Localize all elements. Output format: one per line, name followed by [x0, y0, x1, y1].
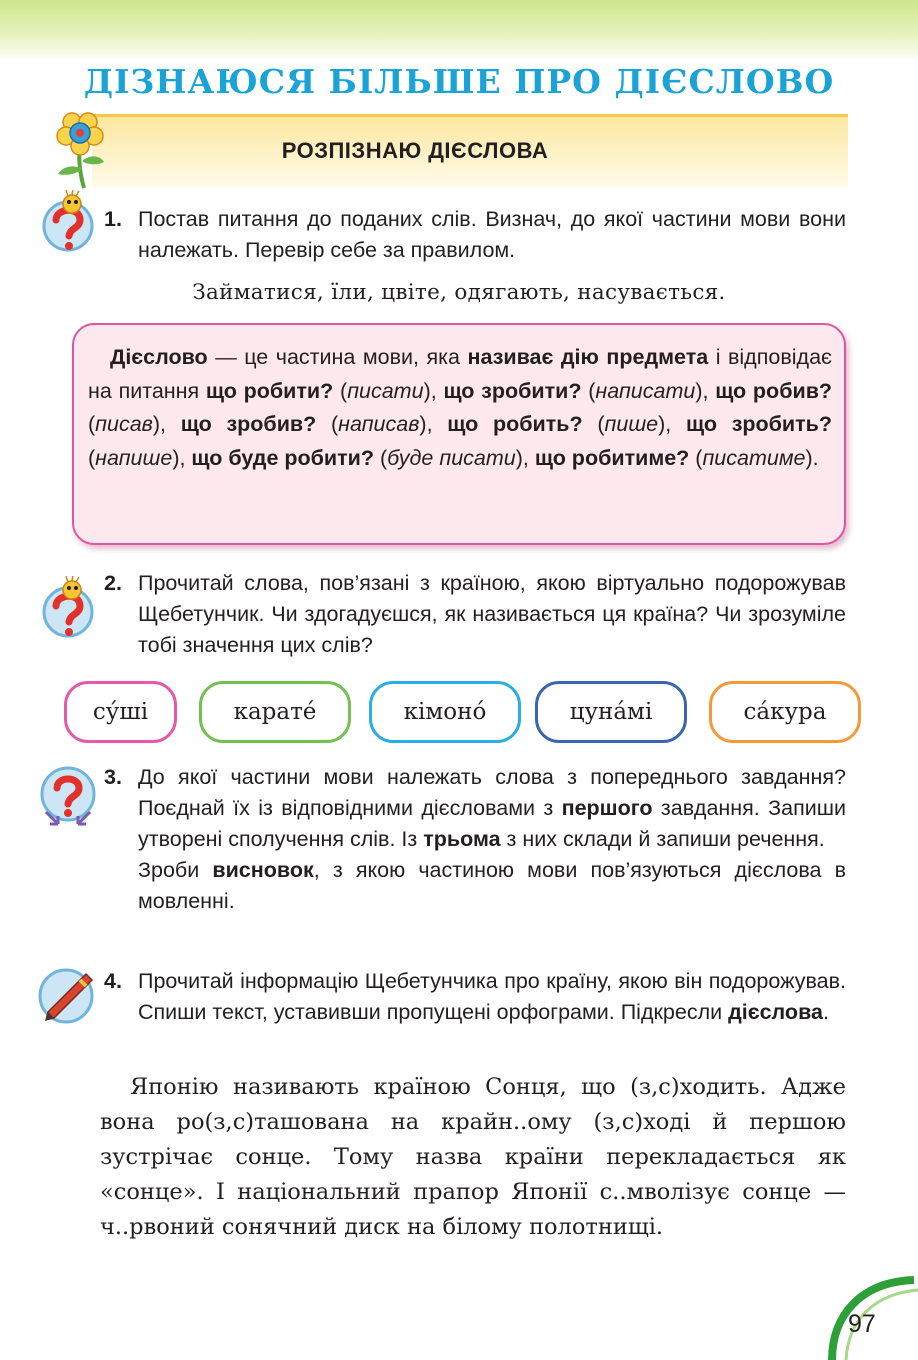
task-number: 2. [104, 571, 122, 595]
question-character-icon [38, 576, 98, 640]
rule-fragment: писати [347, 378, 424, 403]
rule-fragment: написати [595, 378, 696, 403]
rule-fragment: ), [172, 445, 192, 470]
rule-fragment: ), [419, 412, 448, 436]
word-chip: су́ші [64, 681, 177, 743]
rule-fragment: ), [658, 412, 686, 436]
rule-fragment: що робити? [205, 378, 334, 403]
rule-fragment: ( [581, 378, 596, 403]
task-text: До якої частини мови належать слова з попереднього завдання? Поєднай їх із відповідними дієсловами з першого завдання. Запиши утворені сполучення слів. Із трьома з них склади й запиши речення. Зроби висновок, з якою частиною мови пов’язуються дієслова в мовленні. [138, 765, 847, 913]
rule-fragment: ( [88, 412, 96, 436]
word-chip: кімоно́ [369, 681, 521, 743]
task-number: 3. [104, 765, 122, 789]
page-number: 97 [848, 1310, 876, 1338]
rule-fragment: пише [604, 412, 659, 436]
rule-fragment: що зробити? [443, 378, 582, 403]
rule-fragment: писатиме [702, 445, 806, 470]
word-chip: са́кура [709, 681, 861, 743]
rule-fragment: і відповідає на питання [88, 345, 832, 403]
rule-fragment: ( [88, 445, 96, 470]
task-text: Постав питання до поданих слів. Визнач, до якої частини мови вони належать. Перевір себе за правилом. [138, 207, 846, 262]
flower-icon [50, 108, 108, 190]
rule-fragment: Дієслово [110, 345, 208, 369]
question-character-icon [38, 190, 98, 254]
rule-fragment: ( [582, 412, 605, 436]
rule-fragment: ( [316, 412, 339, 436]
pen-icon [36, 964, 96, 1028]
rule-fragment: ( [374, 445, 388, 470]
question-arrows-icon [38, 764, 98, 828]
task-text: Прочитай інформацію Щебетунчика про країну, якою він подорожував. Спиши текст, уставивши пропущені орфограми. Підкресли дієслова. [138, 969, 846, 1024]
reading-text: Японію називають країною Сонця, що (з,с)ходить. Адже вона ро(з,с)ташована на крайн..ому (з,с)ході й першою зустрічає сонце. Тому назва країни перекладається як «сонце». І національний прапор Японії с..мволізує сонце — ч..рвоний сонячний диск на білому полотнищі. [100, 1074, 846, 1240]
rule-fragment: що робив? [715, 378, 833, 403]
rule-fragment: що зробив? [180, 412, 317, 436]
rule-fragment: ), [515, 445, 535, 470]
rule-fragment: називає дію предмета [467, 345, 709, 369]
rule-fragment: що робитиме? [534, 445, 690, 470]
rule-fragment: що буде робити? [191, 445, 375, 470]
word-chip: карате́ [199, 681, 351, 743]
page-title: ДІЗНАЮСЯ БІЛЬШЕ ПРО ДІЄСЛОВО [83, 62, 835, 101]
task-number: 4. [104, 969, 122, 993]
rule-fragment: напише [95, 445, 173, 470]
rule-fragment: ). [805, 445, 819, 470]
top-band [0, 0, 918, 62]
rule-box [72, 323, 846, 545]
task-1-words: Займатися, їли, цвіте, одягають, насувається. [192, 280, 726, 305]
rule-fragment: писав [95, 412, 153, 436]
rule-fragment: — це частина мови, яка [207, 345, 468, 369]
rule-fragment: буде писати [387, 445, 516, 470]
task-1 [104, 204, 846, 266]
word-chip: цуна́мі [535, 681, 687, 743]
rule-fragment: написав [338, 412, 420, 436]
rule-text [88, 341, 832, 475]
task-number: 1. [104, 207, 122, 231]
rule-fragment: що робить? [447, 412, 583, 436]
rule-fragment: ), [152, 412, 181, 436]
section-title: РОЗПІЗНАЮ ДІЄСЛОВА [281, 138, 549, 163]
rule-fragment: ), [695, 378, 716, 403]
rule-fragment: ( [689, 445, 703, 470]
task-3 [104, 762, 846, 917]
rule-fragment: що зробить? [685, 412, 833, 436]
task-2 [104, 568, 846, 661]
task-4 [104, 966, 846, 1028]
task-text: Прочитай слова, пов’язані з країною, якою віртуально подорожував Щебетунчик. Чи здогадуєшся, як називається ця країна? Чи зрозуміле тобі значення цих слів? [138, 571, 846, 657]
rule-fragment: ), [423, 378, 444, 403]
rule-fragment: ( [333, 378, 348, 403]
